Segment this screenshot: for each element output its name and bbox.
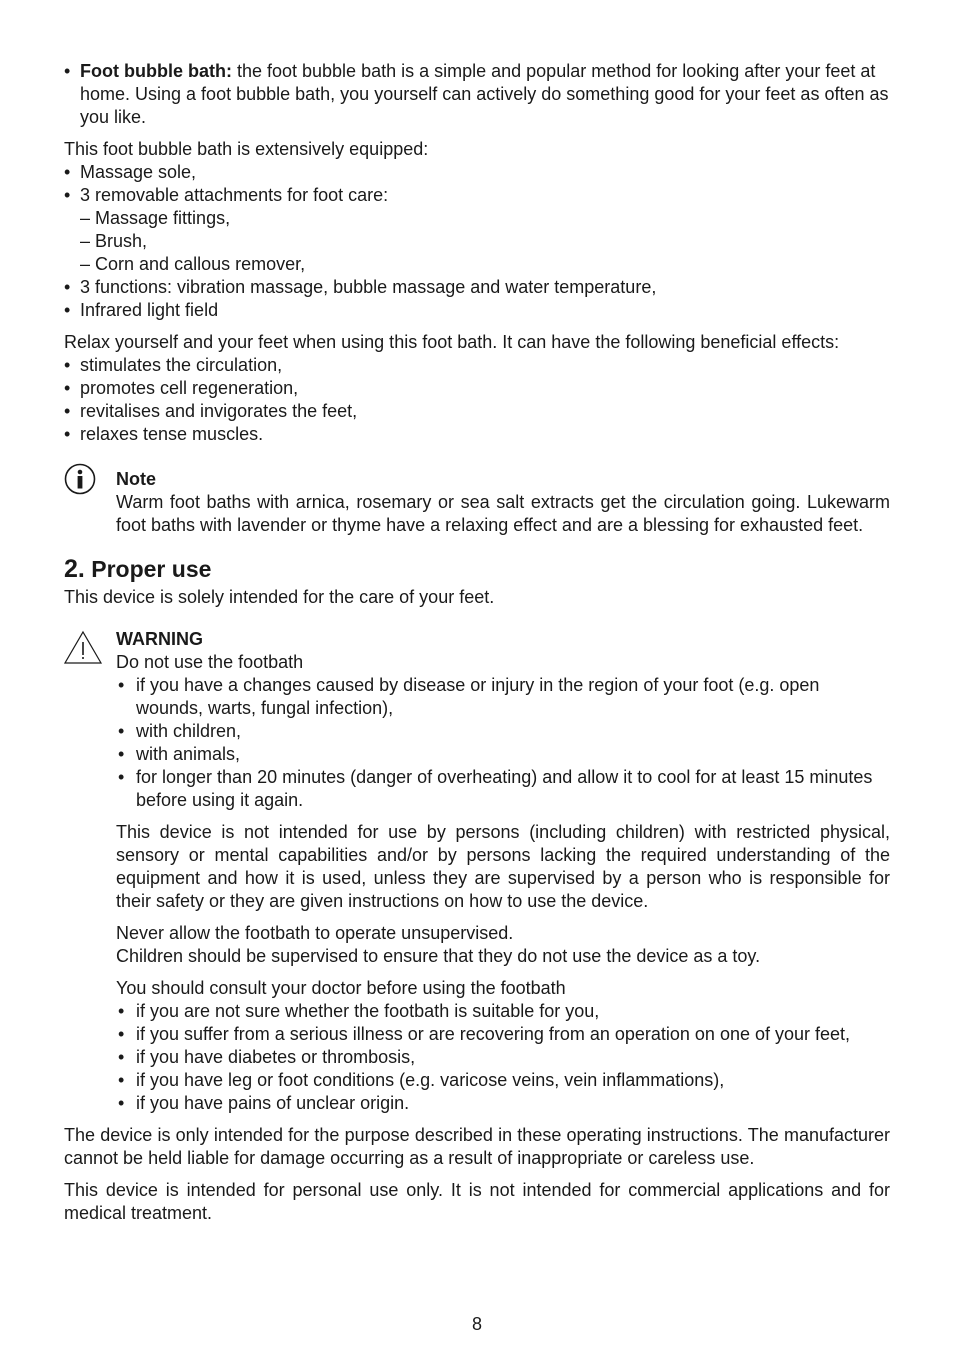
warning-list <box>116 674 890 812</box>
section-intro: This device is solely intended for the care of your feet. <box>64 587 495 607</box>
effects-list <box>64 354 890 446</box>
page-number: 8 <box>471 1314 482 1334</box>
equipment-list-continued <box>64 276 890 322</box>
intro-lead-text: the foot bubble bath is a simple and popular method for looking after your feet at home. Using a foot bubble bath, you yourself can actively do something good for your feet as often as you like. <box>80 61 889 127</box>
list-item: • for longer than 20 minutes (danger of overheating) and allow it to cool for at least 15 minutes before using it again. <box>116 766 890 812</box>
warning-children-line: Children should be supervised to ensure that they do not use the device as a toy. <box>116 946 761 966</box>
section-title: Proper use <box>91 556 212 582</box>
warning-block <box>64 628 890 1115</box>
list-item: • if you have pains of unclear origin. <box>116 1092 890 1115</box>
list-item: • Infrared light field <box>64 299 890 322</box>
warning-paragraph: This device is not intended for use by persons (including children) with restricted physical, sensory or mental capabilities and/or by persons lacking the required understanding of the equipment and how it is used, unless they are supervised by a person who is responsible for their safety or they are given instructions on how to use the device. <box>116 822 890 911</box>
list-item: • if you have leg or foot conditions (e.g. varicose veins, vein inflammations), <box>116 1069 890 1092</box>
warning-triangle-icon <box>64 630 104 672</box>
note-block <box>64 468 890 537</box>
list-item: • with animals, <box>116 743 890 766</box>
intro-list <box>64 60 890 129</box>
equipment-heading: This foot bubble bath is extensively equipped: <box>64 139 429 159</box>
page-content <box>64 60 890 1225</box>
list-item: • if you have diabetes or thrombosis, <box>116 1046 890 1069</box>
note-title: Note <box>116 469 156 489</box>
list-item: • stimulates the circulation, <box>64 354 890 377</box>
section-heading <box>64 555 890 583</box>
list-item: • 3 functions: vibration massage, bubble massage and water temperature, <box>64 276 890 299</box>
consult-list <box>116 1000 890 1115</box>
warning-title: WARNING <box>116 629 203 649</box>
list-item: • promotes cell regeneration, <box>64 377 890 400</box>
list-item: • if you suffer from a serious illness or are recovering from an operation on one of your feet, <box>116 1023 890 1046</box>
warning-lead: Do not use the footbath <box>116 652 304 672</box>
list-item: • if you are not sure whether the footbath is suitable for you, <box>116 1000 890 1023</box>
sub-list-item: – Corn and callous remover, <box>80 253 890 276</box>
attachment-sublist <box>64 207 890 276</box>
sub-list-item: – Brush, <box>80 230 890 253</box>
closing-paragraph-purpose: The device is only intended for the purpose described in these operating instructions. The manufacturer cannot be held liable for damage occurring as a result of inappropriate or careless use. <box>64 1125 890 1168</box>
effects-heading: Relax yourself and your feet when using this foot bath. It can have the following beneficial effects: <box>64 332 840 352</box>
list-item: • Massage sole, <box>64 161 890 184</box>
list-item: • 3 removable attachments for foot care: <box>64 184 890 207</box>
intro-item <box>64 60 890 129</box>
consult-lead: You should consult your doctor before using the footbath <box>116 978 566 998</box>
warning-supervision-line: Never allow the footbath to operate unsupervised. <box>116 923 514 943</box>
section-number: 2. <box>64 555 85 583</box>
closing-paragraph-personal-use: This device is intended for personal use only. It is not intended for commercial applications and for medical treatment. <box>64 1180 890 1223</box>
sub-list-item: – Massage fittings, <box>80 207 890 230</box>
list-item: • relaxes tense muscles. <box>64 423 890 446</box>
list-item: • with children, <box>116 720 890 743</box>
list-item: • revitalises and invigorates the feet, <box>64 400 890 423</box>
intro-lead-bold: Foot bubble bath: <box>80 61 232 81</box>
equipment-list <box>64 161 890 207</box>
info-icon <box>64 463 98 503</box>
note-text: Warm foot baths with arnica, rosemary or sea salt extracts get the circulation going. Lukewarm foot baths with lavender or thyme have a relaxing effect and are a blessing for exhausted feet. <box>116 492 890 535</box>
list-item: • if you have a changes caused by disease or injury in the region of your foot (e.g. open wounds, warts, fungal infection), <box>116 674 890 720</box>
